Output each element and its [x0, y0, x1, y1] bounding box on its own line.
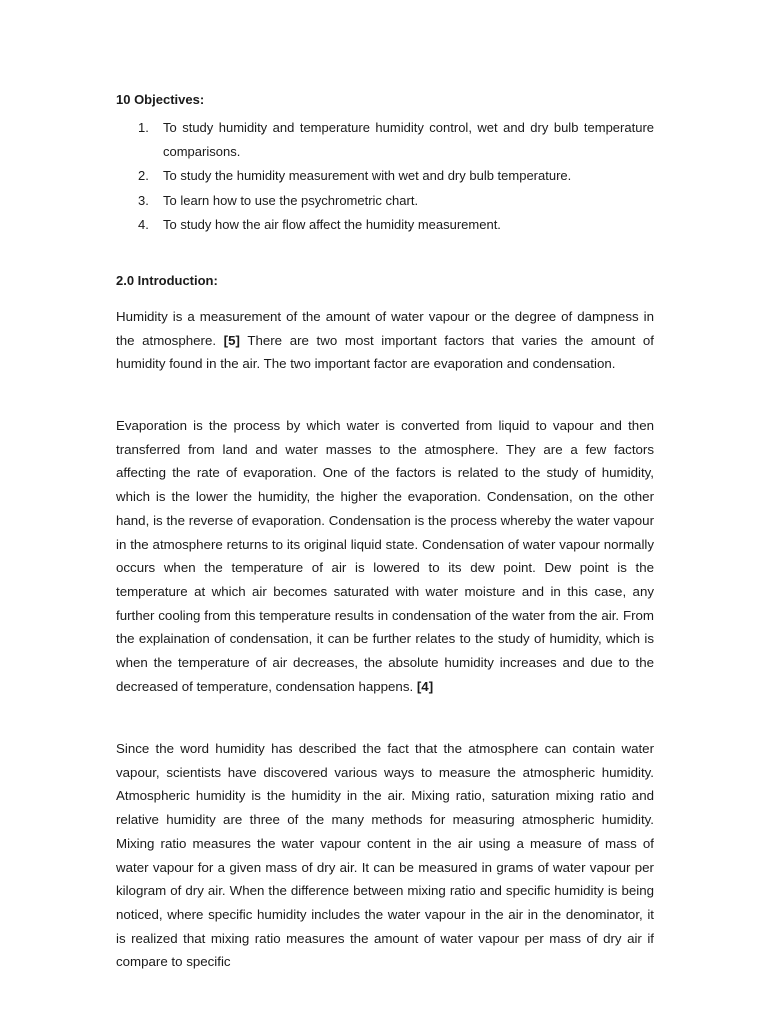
objectives-heading: 10 Objectives: — [116, 92, 205, 107]
objectives-list — [116, 116, 654, 238]
list-item-text: To study how the air flow affect the humidity measurement. — [163, 217, 501, 232]
introduction-paragraph-3 — [116, 737, 654, 974]
list-item-text: To learn how to use the psychrometric chart. — [163, 192, 419, 208]
list-item-text: To study humidity and temperature humidity control, wet and dry bulb temperature comparisons. — [163, 120, 654, 159]
introduction-paragraph-1 — [116, 305, 654, 376]
list-item — [116, 189, 654, 213]
introduction-heading: 2.0 Introduction: — [116, 273, 218, 288]
citation-ref: [4] — [416, 678, 434, 694]
list-item-text: To study the humidity measurement with wet and dry bulb temperature. — [163, 168, 572, 183]
paragraph-text: Evaporation is the process by which water is converted from liquid to vapour and then transferred from land and water masses to the atmosphere. They are a few factors affecting the rate of evaporation. One of the factors is related to the study of humidity, which is the lower the humidity, the higher the evaporation. Condensation, on the other hand, is the reverse of evaporation. Condensation is the process whereby the water vapour in the atmosphere returns to its original liquid state. Condensation of water vapour normally occurs when the temperature of air is lowered to its dew point. Dew point is the temperature at which air becomes saturated with water moisture and in this case, any further cooling from this temperature results in condensation of the water from the air. From the explaination of condensation, it can be further relates to the study of humidity, which is when the temperature of air decreases, the absolute humidity increases and due to the decreased of temperature, condensation happens. — [116, 418, 654, 694]
citation-ref: [5] — [223, 332, 240, 348]
paragraph-text: There are two most important factors that varies the amount of humidity found in the air. The two important factor are evaporation and condensation. — [116, 332, 654, 372]
list-item — [116, 164, 654, 188]
paragraph-text: Since the word humidity has described the fact that the atmosphere can contain water vapour, scientists have discovered various ways to measure the atmospheric humidity. Atmospheric humidity is the humidity in the air. Mixing ratio, saturation mixing ratio and relative humidity are three of the many methods for measuring atmospheric humidity. Mixing ratio measures the water vapour content in the air using a measure of mass of water vapour for a given mass of dry air. It can be measured in grams of water vapour per kilogram of dry air. When the difference between mixing ratio and specific humidity is being noticed, where specific humidity includes the water vapour in the air in the denominator, it is realized that mixing ratio measures the amount of water vapour per mass of dry air if compare to specific — [116, 741, 654, 970]
list-item — [116, 213, 654, 237]
list-item-number: 1. — [138, 120, 149, 135]
paragraph-text: Humidity is a measurement of the amount of water vapour or the degree of dampness in the atmosphere. — [116, 309, 654, 348]
list-item-number: 4. — [138, 217, 149, 232]
introduction-paragraph-2 — [116, 414, 654, 698]
list-item-number: 2. — [138, 168, 149, 183]
list-item-number: 3. — [138, 192, 149, 208]
list-item — [116, 116, 654, 163]
